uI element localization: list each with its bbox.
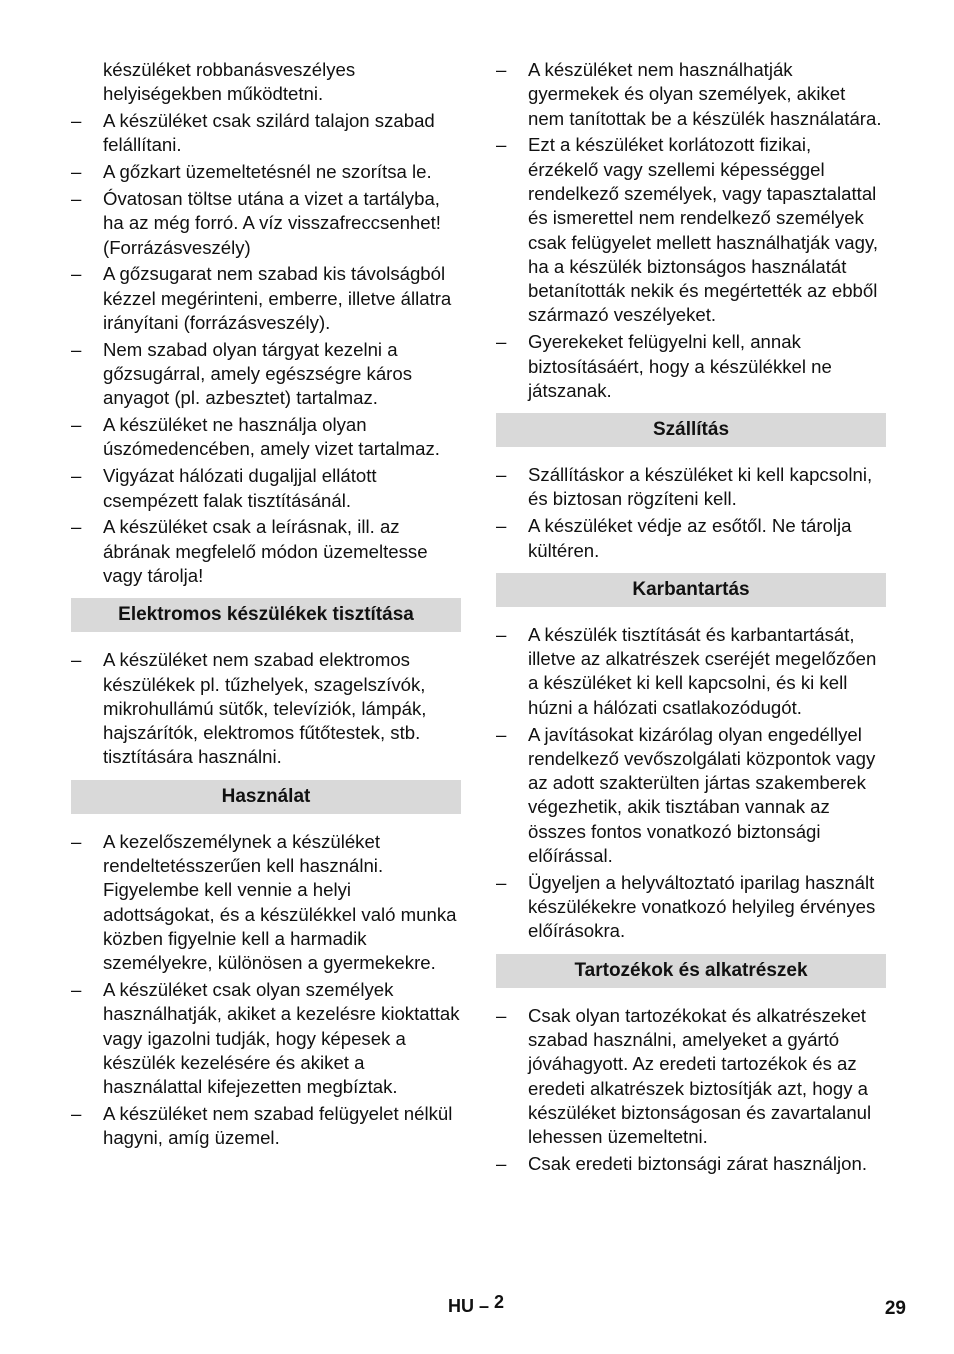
bullet-dash: – [71,414,82,436]
section-heading-accessories: Tartozékok és alkatrészek [496,954,886,988]
list-item: – A készüléket csak a leírásnak, ill. az ábrának megfelelő módon üzemeltesse vagy tárolja! [71,516,428,586]
bullet-dash: – [496,331,507,353]
bullet-dash: – [71,263,82,285]
list-item: – Csak olyan tartozékokat és alkatrészeket szabad használni, amelyeket a gyártó jóváhagyott. Az eredeti tartozékok és az eredeti alkatrészek biztosítják azt, hogy a készüléket biztonságosan és zavartalanul lehessen üzemeltetni. [496,1004,872,1148]
list-item-continuation: készüléket robbanásveszélyes helyiségekben működtetni. [103,59,356,105]
list-item: – A gőzkart üzemeltetésnél ne szorítsa le. [71,160,461,184]
list-item: – Ezt a készüléket korlátozott fizikai, érzékelő vagy szellemi képességgel rendelkező személyek, vagy tapasztalattal és ismerettel nem rendelkező személyek csak felügyelet mellett használhatják vagy, ha a készülék biztonságos használatát betanították nekik és megértették az ebből származó veszélyeket. [496,134,879,326]
section-heading-transport: Szállítás [496,413,886,447]
bullet-dash: – [496,1152,507,1174]
list-item: – A gőzsugarat nem szabad kis távolságból kézzel megérinteni, emberre, illetve állatra irányítani (forrázásveszély). [71,263,452,333]
bullet-dash: – [496,1004,507,1026]
right-column [496,58,886,1179]
bullet-dash: – [496,134,507,156]
bullet-dash: – [71,338,82,360]
bullet-dash: – [71,979,82,1000]
bullet-dash: – [496,464,507,486]
bullet-dash: – [71,465,82,487]
list-item: – A kezelőszemélynek a készüléket rendeltetésszerűen kell használni. Figyelembe kell vennie a helyi adottságokat, és a készülékkel való munka közben figyelnie kell a harmadik személyekre, különösen a gyermekekre. [71,830,457,974]
list-item: – Vigyázat hálózati dugaljjal ellátott csempézett falak tisztításánál. [71,465,377,511]
list-item: – A készüléket védje az esőtől. Ne tárolja kültéren. [496,515,852,561]
bullet-dash: – [496,623,507,645]
section-heading-use: Használat [71,780,461,814]
list-item: – Ügyeljen a helyváltoztató iparilag használt készülékekre vonatkozó helyileg érvényes előírásokra. [496,871,876,942]
bullet-dash: – [71,1102,82,1124]
list-item: – Szállításkor a készüléket ki kell kapcsolni, és biztosan rögzíteni kell. [496,464,873,510]
bullet-dash: – [496,723,507,745]
bullet-dash: – [496,871,507,893]
bullet-dash: – [71,830,82,852]
bullet-dash: – [71,649,82,671]
section-heading-electric: Elektromos készülékek tisztítása [71,598,461,632]
list-item: – A javításokat kizárólag olyan engedéllyel rendelkező vevőszolgálati központok vagy az adott szakterülten jártas szakemberek végezhetik, akik tisztában vannak az összes fontos vonatkozó biztonsági előírással. [496,723,876,867]
section-heading-maintenance: Karbantartás [496,573,886,607]
page-number: 29 [884,1298,906,1319]
list-item: – A készüléket nem szabad felügyelet nélkül hagyni, amíg üzemel. [71,1102,453,1149]
bullet-dash: – [71,516,82,538]
left-column [71,58,461,1153]
footer-lang: HU [448,1296,474,1316]
footer-section-num: 2 [494,1292,505,1312]
list-item: – A készüléket nem szabad elektromos készülékek pl. tűzhelyek, szagelszívók, mikrohullámú sütők, televíziók, lámpák, hajszárítók, elektromos fűtőtestek, stb. tisztítására használni. [71,649,427,768]
bullet-dash: – [496,515,507,537]
footer-section-label [448,1292,505,1317]
list-item: – Nem szabad olyan tárgyat kezelni a gőzsugárral, amely egészségre káros anyagot (pl. azbesztet) tartalmaz. [71,338,413,409]
list-item: – Gyerekeket felügyelni kell, annak biztosításáért, hogy a készülékkel ne játszanak. [496,331,832,401]
list-item: – A készüléket ne használja olyan úszómedencében, amely vizet tartalmaz. [71,414,440,460]
list-item: – A készüléket csak szilárd talajon szabad felállítani. [71,110,435,156]
list-item: – Csak eredeti biztonsági zárat használjon. [496,1152,886,1176]
bullet-dash: – [71,110,82,132]
list-item: – A készüléket csak olyan személyek használhatják, akiket a kezelésre kioktattak vagy igazolni tudják, hogy képesek a készülék kezelésére és akiket a használattal kifejezetten megbíztak. [71,979,460,1098]
bullet-dash: – [71,161,82,183]
list-item: – A készüléket nem használhatják gyermekek és olyan személyek, akiket nem tanítottak be a készülék használatára. [496,59,882,129]
list-item: – A készülék tisztítását és karbantartását, illetve az alkatrészek cseréjét megelőzően a készüléket ki kell kapcsolni, és ki kell húzni a hálózati csatlakozódugót. [496,623,877,718]
list-item: – Óvatosan töltse utána a vizet a tartályba, ha az még forró. A víz visszafreccsenhet! (Forrázásveszély) [71,187,441,258]
bullet-dash: – [71,187,82,209]
bullet-dash: – [496,59,507,80]
footer-dash: – [479,1296,490,1316]
